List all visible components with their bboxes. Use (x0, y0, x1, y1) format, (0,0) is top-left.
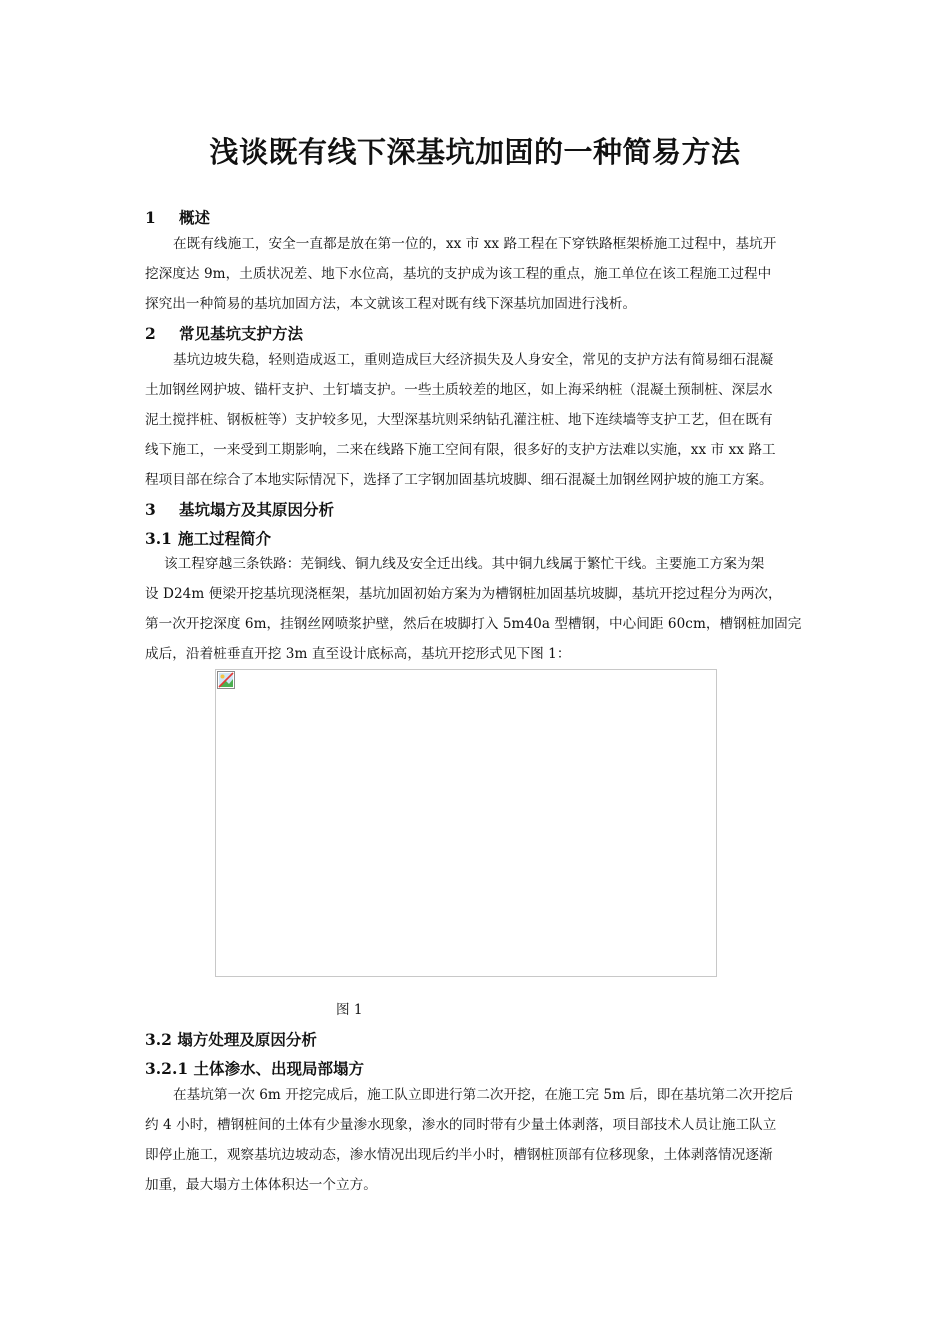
broken-image-icon (217, 671, 235, 689)
paragraph-line: 该工程穿越三条铁路：芜铜线、铜九线及安全迁出线。其中铜九线属于繁忙干线。主要施工方案为架 (164, 556, 765, 572)
section-2-paragraph (145, 345, 807, 495)
section-2-heading (145, 322, 303, 344)
paragraph-line: 设 D24m 便梁开挖基坑现浇框架，基坑加固初始方案为为槽钢桩加固基坑坡脚，基坑开挖过程分为两次， (145, 586, 782, 602)
figure-caption: 图 1 (336, 1002, 363, 1018)
paragraph-line: 约 4 小时，槽钢桩间的土体有少量渗水现象，渗水的同时带有少量土体剥落，项目部技术人员让施工队立 (145, 1117, 777, 1133)
section-number: 2 (145, 324, 156, 343)
paragraph-line: 土加钢丝网护坡、锚杆支护、土钉墙支护。一些土质较差的地区，如上海采纳桩（混凝土预制桩、深层水 (145, 382, 773, 398)
section-3-2-1-heading: 3.2.1 土体渗水、出现局部塌方 (145, 1059, 365, 1078)
paragraph-line: 成后，沿着桩垂直开挖 3m 直至设计底标高，基坑开挖形式见下图 1： (145, 646, 571, 662)
paragraph-line: 在基坑第一次 6m 开挖完成后，施工队立即进行第二次开挖，在施工完 5m 后，即在基坑第二次开挖后 (173, 1087, 794, 1103)
paragraph-line: 挖深度达 9m，土质状况差、地下水位高，基坑的支护成为该工程的重点，施工单位在该工程施工过程中 (145, 266, 772, 282)
section-number: 1 (145, 208, 156, 227)
paragraph-line: 线下施工，一来受到工期影响，二来在线路下施工空间有限，很多好的支护方法难以实施，xx 市 xx 路工 (145, 442, 776, 458)
paragraph-line: 程项目部在综合了本地实际情况下，选择了工字钢加固基坑坡脚、细石混凝土加钢丝网护坡的施工方案。 (145, 472, 773, 488)
paragraph-line: 探究出一种简易的基坑加固方法，本文就该工程对既有线下深基坑加固进行浅析。 (145, 296, 637, 312)
paragraph-line: 加重，最大塌方土体体积达一个立方。 (145, 1177, 377, 1193)
section-title: 基坑塌方及其原因分析 (179, 500, 335, 519)
document-title: 浅谈既有线下深基坑加固的一种简易方法 (209, 135, 741, 169)
section-3-1-heading (145, 527, 271, 549)
section-title: 概述 (179, 208, 211, 227)
paragraph-line: 泥土搅拌桩、钢板桩等）支护较多见，大型深基坑则采纳钻孔灌注桩、地下连续墙等支护工艺，但在既有 (145, 412, 773, 428)
paragraph-line: 即停止施工，观察基坑边坡动态，渗水情况出现后约半小时，槽钢桩顶部有位移现象，土体剥落情况逐渐 (145, 1147, 773, 1163)
section-3-heading (145, 498, 334, 520)
section-3-2-1-paragraph (145, 1080, 807, 1200)
section-number: 3.1 (145, 529, 172, 548)
section-1-heading (145, 206, 210, 228)
section-title: 常见基坑支护方法 (179, 324, 304, 343)
paragraph-line: 在既有线施工，安全一直都是放在第一位的，xx 市 xx 路工程在下穿铁路框架桥施工过程中，基坑开 (173, 236, 777, 252)
section-1-paragraph (145, 229, 807, 319)
figure-1-image (215, 669, 717, 977)
paragraph-line: 基坑边坡失稳，轻则造成返工，重则造成巨大经济损失及人身安全，常见的支护方法有简易细石混凝 (173, 352, 774, 368)
section-3-2-heading: 3.2 塌方处理及原因分析 (145, 1030, 317, 1049)
section-number: 3 (145, 500, 156, 519)
paragraph-line: 第一次开挖深度 6m，挂钢丝网喷浆护壁，然后在坡脚打入 5m40a 型槽钢，中心间距 60cm，槽钢桩加固完 (145, 616, 802, 632)
section-title: 施工过程简介 (177, 529, 271, 548)
section-3-1-paragraph (145, 549, 807, 669)
